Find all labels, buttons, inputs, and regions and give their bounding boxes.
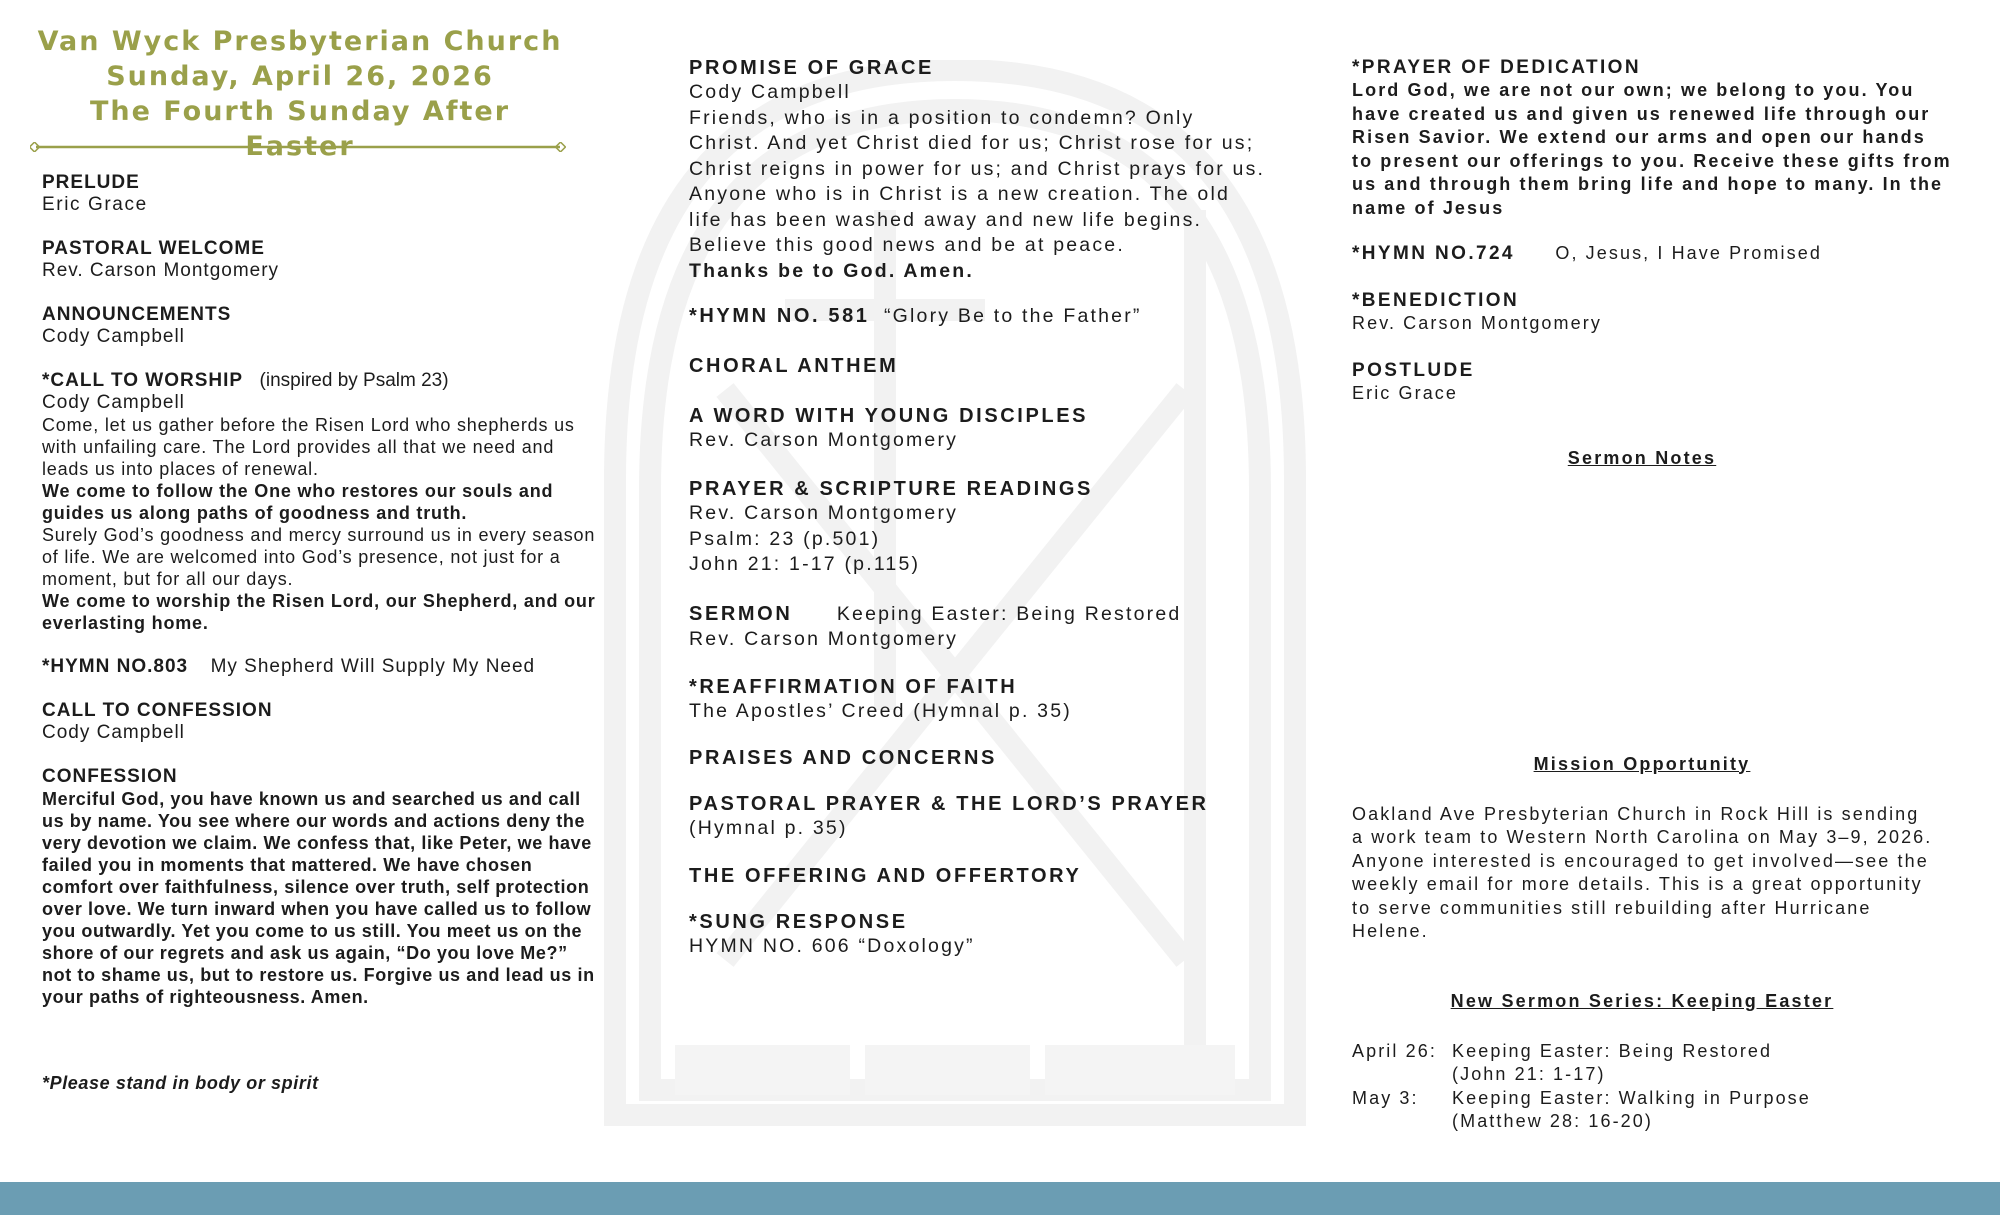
sermon-notes-space [1352,469,1952,754]
reaffirmation-text: The Apostles’ Creed (Hymnal p. 35) [689,699,1072,722]
promise-title: PROMISE OF GRACE [689,57,934,79]
sermon-person: Rev. Carson Montgomery [689,628,959,650]
call-to-worship-note: (inspired by Psalm 23) [259,370,449,391]
church-name: Van Wyck Presbyterian Church [37,26,563,57]
call-to-confession-person: Cody Campbell [42,722,185,743]
hymn-581-title: *HYMN NO. 581 [689,305,870,327]
sung-response-section [689,910,1269,960]
young-disciples-section [689,404,1269,454]
sung-response-title: *SUNG RESPONSE [689,910,908,933]
confession-text: Merciful God, you have known us and searched us and call us by name. You see where our words and actions deny the very devotion we claim. We confess that, like Peter, we have failed you in moments that mattered. We have chosen comfort over faithfulness, silence over truth, self protection over love. We turn inward when you have called us to follow you outwardly. Yet you come to us still. You meet us on the shore of our regrets and ask us again, “Do you love Me?” not to shame us, but to restore us. Forgive us and lead us in your paths of righteousness. Amen. [42,789,595,1007]
promise-response: Thanks be to God. Amen. [689,259,974,282]
sermon-series-line-2: (John 21: 1-17) [1452,1064,1606,1084]
sermon-series-line-1: Keeping Easter: Being Restored [1452,1040,1773,1061]
postlude-section [1352,359,1952,406]
scripture-section [689,477,1269,578]
mission-text: Oakland Ave Presbyterian Church in Rock Hill is sending a work team to Western North Carolina on May 3–9, 2026. Anyone interested is encouraged to get involved—see the weekly email for more details. This is a great opportunity to serve communities still rebuilding after Hurricane Helene. [1352,803,1933,941]
hymn-724-section [1352,242,1952,266]
scripture-reading-2: John 21: 1-17 (p.115) [689,553,921,575]
scripture-reading-1: Psalm: 23 (p.501) [689,527,881,550]
sermon-series-entry [1352,1087,1952,1134]
pastoral-prayer-text: (Hymnal p. 35) [689,817,848,839]
call-to-worship-leader-1: Come, let us gather before the Risen Lord who shepherds us with unfailing care. The Lord provides all that we need and leads us into places of renewal. [42,415,575,479]
hymn-581-name: “Glory Be to the Father” [883,305,1142,327]
sermon-title: SERMON [689,602,793,625]
benediction-person: Rev. Carson Montgomery [1352,312,1602,333]
young-disciples-person: Rev. Carson Montgomery [689,428,959,451]
sung-response-text: HYMN NO. 606 “Doxology” [689,934,975,957]
stand-note: *Please stand in body or spirit [42,1073,319,1093]
header-divider [30,142,566,152]
call-to-worship-title: *CALL TO WORSHIP [42,370,244,391]
young-disciples-title: A WORD WITH YOUNG DISCIPLES [689,404,1089,427]
praises-title: PRAISES AND CONCERNS [689,747,997,769]
sermon-series-entry [1352,1040,1952,1087]
announcements-title: ANNOUNCEMENTS [42,304,232,325]
mission-title: Mission Opportunity [1533,753,1751,774]
sermon-series-date: April 26: [1352,1040,1437,1061]
postlude-person: Eric Grace [1352,383,1459,403]
offering-title: THE OFFERING AND OFFERTORY [689,864,1082,887]
welcome-title: PASTORAL WELCOME [42,238,265,259]
hymn-724-title: *HYMN NO.724 [1352,243,1515,264]
hymn-724-name: O, Jesus, I Have Promised [1555,243,1822,263]
call-to-confession-section [42,700,602,744]
scripture-person: Rev. Carson Montgomery [689,502,959,524]
dedication-section [1352,56,1952,220]
prelude-section [42,172,602,216]
order-of-worship-column-2 [689,56,1269,959]
promise-text: Friends, who is in a position to condemn? Only Christ. And yet Christ died for us; Christ rose for us; Christ reigns in power for us; and Christ prays for us. Anyone who is in Christ is a new creation. The old life has been washed away and new life begins. Believe this good news and be at peace. [689,106,1266,256]
call-to-worship-section [42,370,602,634]
hymn-803-section [42,656,602,678]
call-to-worship-person: Cody Campbell [42,392,185,413]
sermon-series-list [1352,1040,1952,1134]
choral-anthem-section [689,354,1269,378]
sermon-series-title: New Sermon Series: Keeping Easter [1450,990,1834,1011]
hymn-581-section [689,304,1269,330]
pastoral-prayer-section [689,792,1269,842]
choral-anthem-title: CHORAL ANTHEM [689,354,899,377]
hymn-803-name: My Shepherd Will Supply My Need [210,656,536,677]
pastoral-prayer-title: PASTORAL PRAYER & THE LORD’S PRAYER [689,793,1209,815]
sermon-series-date: May 3: [1352,1087,1419,1108]
hymn-803-title: *HYMN NO.803 [42,656,189,677]
liturgical-occasion: The Fourth Sunday After Easter [89,96,511,162]
announcements-section [42,304,602,348]
sermon-series-line-2: (Matthew 28: 16-20) [1452,1111,1653,1131]
call-to-worship-people-1: We come to follow the One who restores our souls and guides us along paths of goodness and truth. [42,481,554,523]
benediction-section [1352,289,1952,336]
reaffirmation-section [689,675,1269,725]
postlude-title: POSTLUDE [1352,360,1475,381]
order-of-worship-column-3 [1352,56,1952,1134]
call-to-confession-title: CALL TO CONFESSION [42,700,273,721]
prelude-title: PRELUDE [42,172,140,193]
sermon-series-line-1: Keeping Easter: Walking in Purpose [1452,1087,1811,1108]
sermon-section [689,602,1269,653]
scripture-title: PRAYER & SCRIPTURE READINGS [689,478,1093,500]
footer-band [0,1182,2000,1215]
confession-section [42,766,602,1008]
welcome-person: Rev. Carson Montgomery [42,260,280,281]
service-date: Sunday, April 26, 2026 [106,61,494,92]
offering-section [689,864,1269,888]
benediction-title: *BENEDICTION [1352,289,1520,311]
sermon-name: Keeping Easter: Being Restored [836,602,1182,625]
reaffirmation-title: *REAFFIRMATION OF FAITH [689,675,1018,698]
dedication-title: *PRAYER OF DEDICATION [1352,57,1641,78]
announcements-person: Cody Campbell [42,326,185,347]
promise-person: Cody Campbell [689,81,851,103]
order-of-worship-column-1 [42,172,602,1094]
prelude-person: Eric Grace [42,194,148,215]
dedication-text: Lord God, we are not our own; we belong to you. You have created us and given us renewed life through our Risen Savior. We extend our arms and open our hands to present our offerings to you. Receive these gifts from us and through them bring life and hope to many. In the name of Jesus [1352,80,1952,218]
sermon-notes-title: Sermon Notes [1567,447,1717,468]
call-to-worship-people-2: We come to worship the Risen Lord, our Shepherd, and our everlasting home. [42,591,596,633]
confession-title: CONFESSION [42,766,178,787]
promise-section [689,56,1269,284]
praises-section [689,746,1269,770]
welcome-section [42,238,602,282]
call-to-worship-leader-2: Surely God’s goodness and mercy surround us in every season of life. We are welcomed into God’s presence, not just for a moment, but for all our days. [42,525,596,589]
